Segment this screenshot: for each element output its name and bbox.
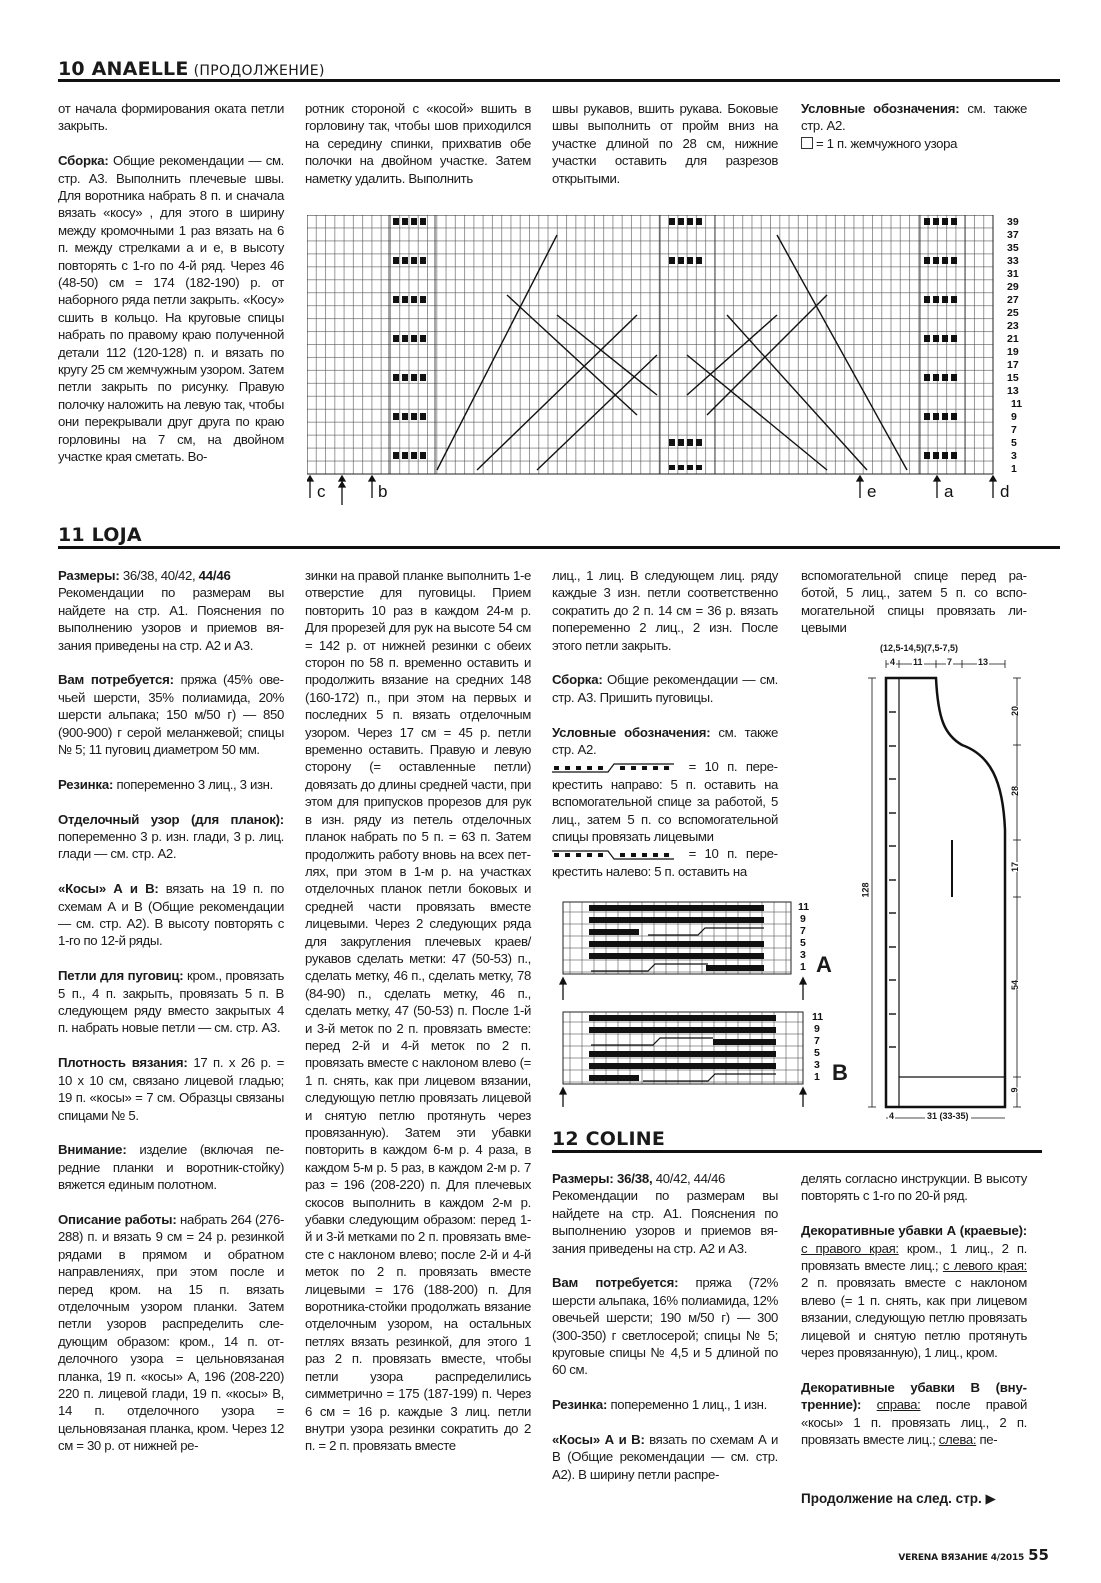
materials-paragraph: Вам потребуется: пряжа (72% шерсти альпака, 16% полиамида, 12% овечьей шерсти; 190 м/50 г) — 300 (300-350) г светлосерой; спицы № 5; круговые спицы № 4,5 и 5 длиной по 60 см. (552, 1275, 778, 1378)
rib-paragraph: Резинка: попеременно 3 лиц., 3 изн. (58, 776, 273, 792)
gauge-paragraph: Плотность вязания: 17 п. х 26 р. = 10 х 10 см, связано лицевой гладью; 19 п. «косы» = 7 см. Образцы связаны спицами № 5. (58, 1055, 284, 1123)
legend-label: Условные обозначения: (801, 101, 960, 116)
svg-text:37: 37 (1007, 229, 1019, 241)
svg-text:11: 11 (798, 901, 810, 913)
trim-paragraph: Отделочный узор (для планок): попеременно 3 р. изн. глади, 3 р. лиц. глади — см. стр. А2. (58, 811, 284, 862)
cable-chart-a (558, 900, 848, 1010)
anaelle-column-1 (58, 100, 284, 483)
svg-text:1: 1 (1011, 463, 1017, 475)
svg-text:23: 23 (1007, 320, 1019, 332)
section-title: 11 LOJA (58, 524, 142, 546)
loja-column-3 (552, 567, 778, 880)
svg-text:9: 9 (1011, 411, 1017, 423)
rib-paragraph: Резинка: попеременно 1 лиц., 1 изн. (552, 1397, 767, 1413)
continued-next-page-link[interactable]: Продолжение на след. стр. ▶ (801, 1491, 996, 1506)
svg-text:3: 3 (800, 949, 806, 961)
svg-text:7: 7 (814, 1035, 820, 1047)
cable-cross-right-icon (552, 763, 680, 773)
buttonholes-paragraph: Петли для пуговиц: кром., провязать 5 п., 4 п. закрыть, провязать 5 п. В следующем ряду вместо закрытых 4 п. набрать новые петли — см. стр. А3. (58, 968, 284, 1036)
svg-text:1: 1 (814, 1071, 820, 1083)
svg-text:21: 21 (1007, 333, 1019, 345)
assembly-paragraph: Сборка: Общие рекомендации — см. стр. А3. Пришить пуговицы. (552, 672, 778, 705)
svg-text:1: 1 (800, 961, 806, 973)
chart-grid (307, 215, 1037, 505)
garment-schematic: (12,5-14,5)(7,5-7,5) 4 11 7 13 128 20 28 17 54 9 4 31 (33-35) (860, 643, 1021, 1121)
page-footer (898, 1545, 1049, 1564)
paragraph: зинки на правой планке выполнить 1-е отверстие для пуговицы. Прием повторить 10 раз в каждом 24-м р. Для прорезей для рук на высоте 54 см = 142 р. от нижней резинки с обеих сторон по 58 п. временно оставить и продолжить вязание на средних 148 (160-172) п., при этом на первых и последних 5 п. вязать отделочным узором. Через 17 см = 45 р. петли временно оставить. Правую и левую сторону (= оставленные петли) довязать до длины средней части, при этом для припусков прорезов для рук в изн. ряду из петель отделочных планок набрать по 5 п. = 63 п. Затем продолжить работу вновь на всех петлях, при этом в 1-м р. на участках отделочных планок петли боковых и средней части провязать вместе лицевыми. Через 2 следующих ряда для закругления плечевых краев/рукавов сделать метки: 47 (50-53) п., сделать метку, 46 п., сделать метку, 78 (84-90) п., сделать метку, 46 п., сделать метку, 47 (50-53) п. После 1-й и 3-й меток по 2 п. провязать вместе: перед 2-й и 4-й меток по 2 п. провязать вместе с наклоном влево (= 1 п. снять, как при лицевом вязании, следующую петлю провязать лицевой и снятую петлю протянуть через провязанную). Затем эти убавки повторить в каждом 6-м р. 4 раза, в каждом 5-м р. 5 раз, в каждом 2-м р. 7 раз = 196 (208-220) п. Для плечевых скосов выполнить в каждом 2-м р. убавки следующим образом: перед 1-й и 3-й метками по 2 п. провязать вместе с наклоном влево; после 2-й и 4-й меток по 2 п. провязать вместе лицевыми = 176 (188-200) п. Для воротника-стойки продолжать вязание отделочным узором, на остальных петлях вязать резинкой, для этого 1 раз 2 п. провязать вместе, чтобы петли узора распределились симметрично = 175 (187-199) п. Через 6 см = 16 р. каждые 3 лиц. петли внутри узора резинки сократить до 2 п. = 2 п. провязать вместе (305, 568, 531, 1454)
attention-paragraph: Внимание: изделие (включая передние планки и воротник-стойку) вяжется единым полотном. (58, 1142, 284, 1193)
cables-paragraph: «Косы» А и В: вязать по схемам А и В (Общие рекомендации — см. стр. А2). В ширину петли распре- (552, 1432, 778, 1482)
paragraph: ротник стороной с «косой» вшить в горловину так, чтобы шов приходился на середину спинки, прихватив обе полочки на двойном участке. Затем наметку удалить. Выполнить (305, 101, 531, 186)
anaelle-column-3 (552, 100, 778, 204)
assembly-label: Сборка: (58, 153, 109, 169)
svg-text:15: 15 (1007, 372, 1019, 384)
page-number: 55 (1028, 1546, 1049, 1564)
paragraph: делять согласно инструкции. В высоту повторять с 1-го по 20-й ряд. (801, 1171, 1027, 1204)
section-title: 10 ANAELLE (58, 58, 189, 80)
description-paragraph: Описание работы: набрать 264 (276-288) п. и вязать 9 см = 24 р. резинкой рядами в прямом и обратном направлениях, при этом после и перед кром. на 15 п. вязать отделочным узором планки. Затем петли узоров распределить следующим образом: кром., 14 п. отделочного узора = цельновязаная планка, 19 п. «косы» А, 196 (208-220) 220 п. лицевой глади, 19 п. «косы» В, 14 п. отделочного узора = цельновязаная планка, кром. Через 12 см = 30 р. от нижней ре- (58, 1211, 284, 1454)
arrow-label-e: e (867, 482, 877, 501)
loja-column-1 (58, 567, 284, 1472)
svg-text:7: 7 (1011, 424, 1017, 436)
section-subtitle: (ПРОДОЛЖЕНИЕ) (193, 63, 325, 79)
svg-text:9: 9 (800, 913, 806, 925)
svg-text:31: 31 (1007, 268, 1019, 280)
empty-square-icon (801, 137, 813, 149)
total-length: 128 (860, 882, 871, 898)
paragraph: от начала формирования оката петли закрыть. (58, 101, 284, 134)
svg-text:17: 17 (1007, 359, 1019, 371)
svg-text:9: 9 (814, 1023, 820, 1035)
legend-paragraph: Условные обозначения: см. также стр. А2. = 10 п. перекрестить направо: 5 п. оставить на вспомогательной спице за работой, 5 лиц., затем 5 п. со вспомогательной спицы провязать лицевыми = 10 п. перекрестить налево: 5 п. оставить на (552, 724, 778, 879)
arrow-label-a: a (944, 482, 954, 501)
cable-cross-left-icon (552, 850, 680, 860)
chart-b-label: B (832, 1060, 848, 1085)
section-header-coline (552, 1128, 1042, 1153)
top-dims-sub: (12,5-14,5)(7,5-7,5) (880, 643, 959, 653)
svg-text:7: 7 (800, 925, 806, 937)
svg-text:33: 33 (1007, 255, 1019, 267)
row-number: 39 (1007, 216, 1019, 228)
cables-paragraph: «Косы» А и В: вязать на 19 п. по схемам А и В (Общие рекомендации — см. стр. А2). В высоту повторять с 1-го по 12-й ряды. (58, 881, 284, 949)
arrow-label-d: d (1000, 482, 1010, 501)
decreases-a-paragraph: Декоративные убавки А (краевые): с правого края: кром., 1 лиц., 2 п. провязать вместе лиц.; с левого края: 2 п. провязать вместе с наклоном влево (= 1 п. снять, как при лицевом вязании, следующую петлю провязать лицевой и снятую петлю протянуть через провязанную), 1 лиц., кром. (801, 1223, 1027, 1361)
svg-text:3: 3 (1011, 450, 1017, 462)
svg-text:3: 3 (814, 1059, 820, 1071)
paragraph: лиц., 1 лиц. В следующем лиц. ряду каждые 3 изн. петли соответственно сократить до 2 п. 14 см = 36 р. вязать попеременно 2 лиц., 2 изн. После этого петли закрыть. (552, 568, 778, 653)
anaelle-knitting-chart (307, 215, 1037, 505)
cable-chart-b (558, 1010, 858, 1110)
svg-text:5: 5 (800, 937, 806, 949)
loja-column-2 (305, 567, 531, 1472)
svg-text:5: 5 (814, 1047, 820, 1059)
section-header-anaelle (58, 58, 1060, 82)
magazine-name: VERENA ВЯЗАНИЕ 4/2015 (898, 1553, 1025, 1563)
section-title: 12 COLINE (552, 1128, 666, 1150)
svg-text:13: 13 (1007, 385, 1019, 397)
svg-text:25: 25 (1007, 307, 1019, 319)
coline-column-1 (552, 1170, 778, 1501)
section-header-loja (58, 524, 1060, 549)
svg-text:11: 11 (812, 1011, 824, 1023)
coline-column-2 (801, 1170, 1027, 1466)
anaelle-column-2 (305, 100, 531, 204)
sizes-paragraph: Размеры: 36/38, 40/42, 44/46 Рекомендации по размерам вы найдете на стр. А1. Пояснения по выполнению узоров и приемов вязания приведены на стр. А2 и А3. (58, 568, 284, 653)
paragraph: вспомогательной спице перед работой, 5 лиц., затем 5 п. со вспомогательной спицы провязать лицевыми (801, 568, 1027, 636)
materials-paragraph: Вам потребуется: пряжа (45% овечьей шерсти, 35% полиамида, 20% шерсти альпака; 150 м/50 г) — 850 (900-900) г серой меланжевой; спицы № 5; 11 пуговиц диаметром 50 мм. (58, 672, 284, 758)
paragraph: швы рукавов, вшить рукава. Боковые швы выполнить от пройм вниз на участке длиной по 28 см, нижние участки оставить для разрезов открытыми. (552, 101, 778, 186)
svg-text:19: 19 (1007, 346, 1019, 358)
svg-text:27: 27 (1007, 294, 1019, 306)
assembly-paragraph: Сборка: Общие рекомендации — см. стр. А3. Выполнить плечевые швы. Для воротника набрать 8 п. и сначала вязать «косу» , для этого в ширину между кромочными 1 раз вязать на 6 п. между стрелками а и е, в высоту повторять с 1-го по 4-й ряд. Через 46 (48-50) см = 174 (182-190) р. от наборного ряда петли закрыть. «Косу» сшить в кольцо. На круговые спицы набрать по правому краю полученной детали 112 (120-128) п. и вязать по кругу 25 см жемчужным узором. Затем петли закрыть по рисунку. Правую полочку наложить на левую так, чтобы они перекрывали друг друга по краю горловины на 7 см, на двойном участке края сметать. Во- (58, 153, 284, 465)
svg-text:5: 5 (1011, 437, 1017, 449)
chart-a-label: A (816, 952, 832, 977)
sizes-paragraph: Размеры: 36/38, 40/42, 44/46 Рекомендации по размерам вы найдете на стр. А1. Пояснения по выполнению узоров и приемов вязания приведены на стр. А2 и А3. (552, 1171, 778, 1256)
svg-text:35: 35 (1007, 242, 1019, 254)
arrow-label-c: c (317, 482, 326, 501)
svg-text:11: 11 (1011, 398, 1023, 410)
legend-item: = 1 п. жемчужного узора (816, 135, 958, 151)
svg-text:29: 29 (1007, 281, 1019, 293)
anaelle-legend: Условные обозначения: см. также стр. А2. = 1 п. жемчужного узора (801, 101, 1027, 151)
arrow-label-b: b (378, 482, 388, 501)
decreases-b-paragraph: Декоративные убавки В (внутренние): справа: после правой «косы» 1 п. провязать лиц., 2 п. провязать вместе лиц.; слева: пе- (801, 1379, 1027, 1448)
